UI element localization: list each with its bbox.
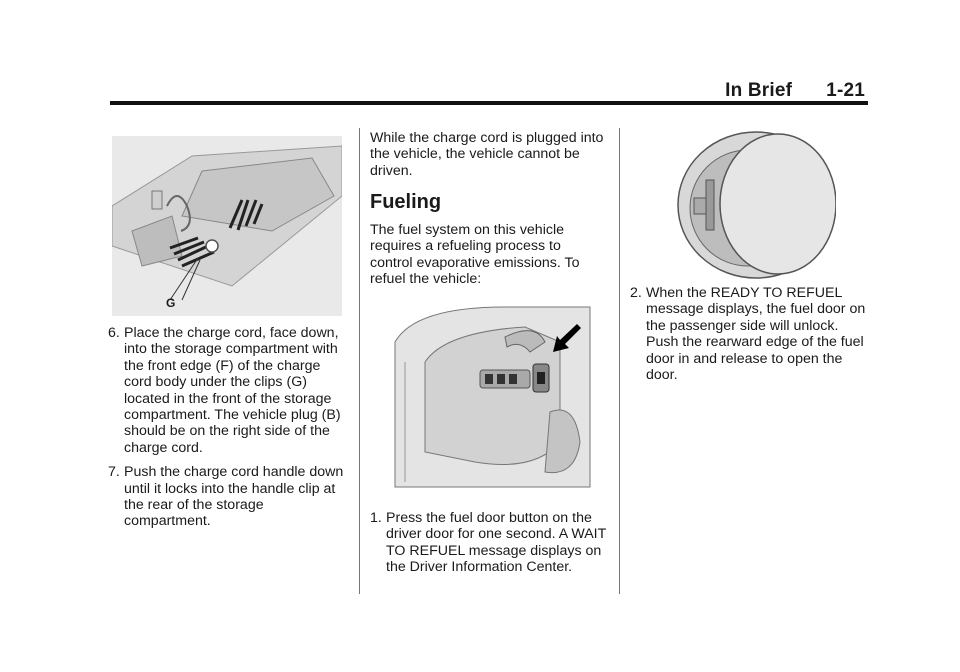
intro-paragraph: While the charge cord is plugged into the vehicle, the vehicle cannot be driven. [370,130,604,179]
figure-callout-g: G [166,296,176,310]
storage-compartment-illustration [112,136,342,316]
list-item [370,510,610,576]
list-item [108,464,348,530]
step-text: Place the charge cord, face down, into the storage compartment with the front edge (F) of the charge cord body under the clips (G) located in the front of the storage compartment. The vehicle plug (B) should be on the right side of the charge cord. [124,325,341,456]
middle-steps-list [370,510,610,584]
section-heading-fueling: Fueling [370,191,442,213]
driver-door-figure [385,302,595,492]
page-header [725,80,865,102]
fueling-body-paragraph: The fuel system on this vehicle requires a refueling process to control evaporative emissions. To refuel the vehicle: [370,222,580,288]
step-text: When the READY TO REFUEL message displays, the fuel door on the passenger side will unlock. Push the rearward edge of the fuel door in and release to open the door. [646,285,866,384]
column-divider-left [359,128,360,594]
step-number: 6. [108,325,120,341]
step-number: 7. [108,464,120,481]
left-steps-list [108,325,348,538]
storage-compartment-figure [112,136,342,316]
page-number: 1-21 [826,80,865,101]
column-divider-right [619,128,620,594]
list-item [108,325,348,456]
section-title: In Brief [725,80,793,101]
fuel-door-illustration [676,130,836,280]
list-item [630,285,872,383]
header-rule [110,101,868,105]
right-steps-list [630,285,872,391]
fuel-door-figure [676,130,836,280]
step-text: Push the charge cord handle down until it locks into the handle clip at the rear of the storage compartment. [124,464,344,530]
driver-door-illustration [385,302,595,492]
step-text: Press the fuel door button on the driver door for one second. A WAIT TO REFUEL message displays on the Driver Information Center. [386,510,607,576]
step-number: 2. [630,285,642,301]
step-number: 1. [370,510,382,526]
